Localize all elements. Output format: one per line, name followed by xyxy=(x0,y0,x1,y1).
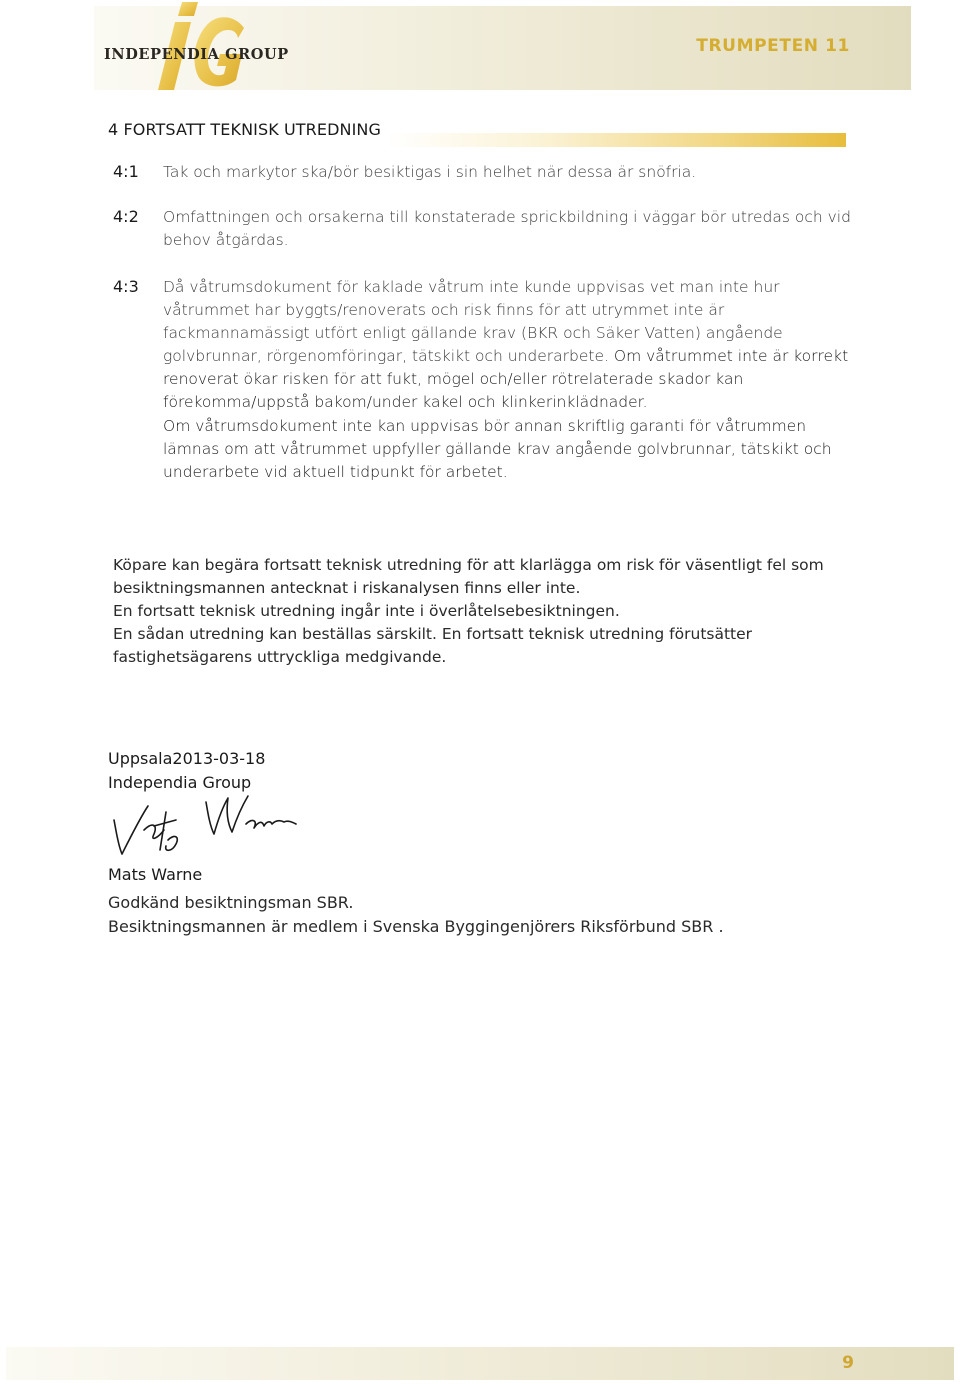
page-number: 9 xyxy=(842,1353,854,1373)
note-line-1: Köpare kan begära fortsatt teknisk utredning för att klarlägga om risk för väsentligt fel som besiktningsmannen antecknat i riskanalysen finns eller inte. xyxy=(113,556,824,597)
item-text-4-1: Tak och markytor ska/bör besiktigas i sin helhet när dessa är snöfria. xyxy=(163,163,697,181)
item-text-4-3-part1: Då våtrumsdokument för kaklade våtrum inte kunde uppvisas vet man inte hur våtrummet har byggts/renoverats och risk finns för att utrymmet inte är fackmannamässigt utfört enligt gällande krav (BKR och Säker Vatten) angående golvbrunnar, rörgenomföringar, tätskikt och underarbete. xyxy=(163,278,783,366)
note-paragraph xyxy=(113,554,853,669)
heading-underline xyxy=(386,133,846,147)
item-text-4-3-part2: Om våtrummet inte är korrekt renoverat ökar risken för att fukt, mögel och/eller rötrelaterade skador kan förekomma/uppstå bakom/under kakel och klinkerinklädnader. xyxy=(163,347,849,412)
handwritten-signature xyxy=(108,790,298,860)
place-date: Uppsala2013-03-18 xyxy=(108,749,266,768)
section-heading: 4 FORTSATT TEKNISK UTREDNING xyxy=(108,120,381,139)
item-number-4-1: 4:1 xyxy=(113,162,139,181)
item-text-4-2: Omfattningen och orsakerna till konstaterade sprickbildning i väggar bör utredas och vid behov åtgärdas. xyxy=(163,208,851,250)
signer-title: Godkänd besiktningsman SBR. xyxy=(108,893,354,912)
item-number-4-3: 4:3 xyxy=(113,277,139,296)
company-name: Independia Group xyxy=(108,773,252,792)
item-number-4-2: 4:2 xyxy=(113,207,139,226)
logo-text: INDEPENDIA GROUP xyxy=(104,46,289,63)
item-text-4-3-part3: Om våtrumsdokument inte kan uppvisas bör annan skriftlig garanti för våtrummen lämnas om att våtrummet uppfyller gällande krav angående golvbrunnar, tätskikt och underarbete vid aktuell tidpunkt för arbetet. xyxy=(163,416,832,481)
document-title: TRUMPETEN 11 xyxy=(696,36,850,56)
item-text-4-3 xyxy=(163,276,863,484)
membership-statement: Besiktningsmannen är medlem i Svenska Byggingenjörers Riksförbund SBR . xyxy=(108,917,724,936)
note-line-3: En sådan utredning kan beställas särskilt. En fortsatt teknisk utredning förutsätter fastighetsägarens uttryckliga medgivande. xyxy=(113,625,753,666)
note-line-2: En fortsatt teknisk utredning ingår inte i överlåtelsebesiktningen. xyxy=(113,602,620,620)
footer-bar xyxy=(6,1347,954,1380)
signer-name: Mats Warne xyxy=(108,865,203,884)
